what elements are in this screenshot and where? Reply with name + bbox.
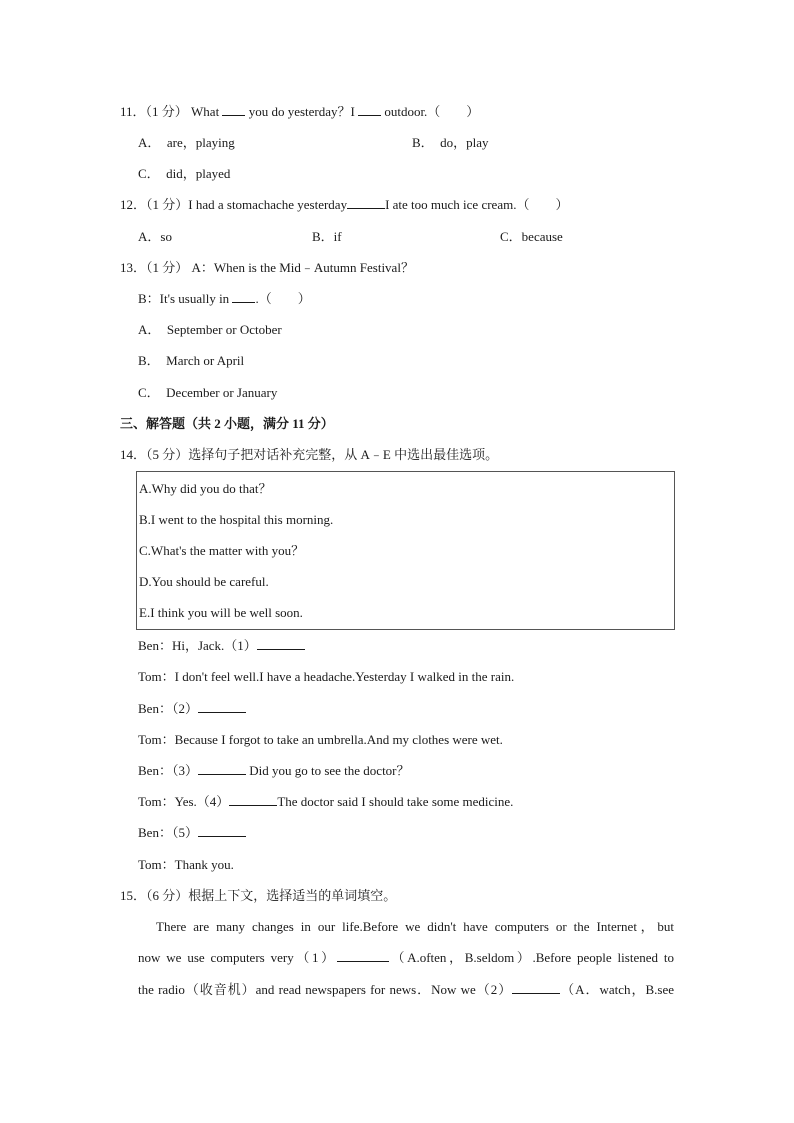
dialogue-line: Ben：Hi，Jack.（1） — [138, 637, 305, 655]
choices-box — [136, 471, 675, 630]
option-c: C． December or January — [138, 385, 278, 400]
dialogue-line: Tom：Because I forgot to take an umbrella.And my clothes were wet. — [138, 732, 503, 747]
answer-blank — [198, 700, 246, 713]
question-14: 14．（5 分）选择句子把对话补充完整，从 A﹣E 中选出最佳选项。 — [120, 447, 499, 462]
option-a: A．so — [138, 229, 172, 244]
option-a: A． are，playing — [138, 135, 235, 150]
passage-line: There are many changes in our life.Before we didn't have computers or the Internet，but — [156, 919, 674, 934]
answer-blank — [222, 103, 245, 116]
option-b: B． do，play — [412, 135, 489, 150]
dialogue-line: Ben：（3） Did you go to see the doctor？ — [138, 763, 410, 778]
question-13-line-2: B：It's usually in .（ ） — [138, 291, 311, 306]
question-12: 12．（1 分）I had a stomachache yesterday I ate too much ice cream.（ ） — [120, 197, 569, 212]
question-number: 12．（1 分） — [120, 197, 189, 212]
section-heading: 三、解答题（共 2 小题，满分 11 分） — [120, 416, 334, 431]
choice-d: D.You should be careful. — [139, 574, 269, 589]
choice-b: B.I went to the hospital this morning. — [139, 512, 334, 527]
choice-a: A.Why did you do that？ — [139, 481, 272, 496]
question-number: 15．（6 分） — [120, 888, 189, 903]
passage-line: the radio（收音机）and read newspapers for news．Now we（2） （A．watch，B.see — [138, 982, 674, 997]
dialogue-line: Tom：I don't feel well.I have a headache.Yesterday I walked in the rain. — [138, 669, 515, 684]
question-11: 11．（1 分） What you do yesterday？I outdoor.（ ） — [120, 104, 480, 119]
dialogue-line: Tom：Yes.（4） The doctor said I should take some medicine. — [138, 794, 514, 809]
question-13: 13．（1 分） A：When is the Mid﹣Autumn Festival？ — [120, 260, 414, 275]
option-b: B．if — [312, 229, 342, 244]
answer-blank — [512, 981, 560, 994]
answer-blank — [198, 824, 246, 837]
answer-blank — [198, 762, 246, 775]
option-a: A． September or October — [138, 322, 282, 337]
dialogue-line: Ben：（2） — [138, 700, 246, 718]
option-b: B． March or April — [138, 353, 245, 368]
choice-c: C.What's the matter with you？ — [139, 543, 305, 558]
answer-blank — [337, 949, 389, 962]
dialogue-line: Tom：Thank you. — [138, 857, 234, 872]
dialogue-line: Ben：（5） — [138, 824, 246, 842]
choice-e: E.I think you will be well soon. — [139, 605, 303, 620]
answer-blank — [257, 637, 305, 650]
option-c: C．because — [500, 229, 563, 244]
question-15: 15．（6 分）根据上下文，选择适当的单词填空。 — [120, 888, 397, 903]
question-number: 14．（5 分） — [120, 447, 189, 462]
question-number: 11．（1 分） — [120, 104, 188, 119]
answer-blank — [347, 196, 385, 209]
answer-blank — [358, 103, 381, 116]
option-c: C． did，played — [138, 166, 231, 181]
passage-line: now we use computers very（1） （A.often，B.seldom）.Before people listened to — [138, 950, 674, 965]
answer-blank — [229, 793, 277, 806]
answer-blank — [232, 290, 255, 303]
question-number: 13．（1 分） — [120, 260, 189, 275]
